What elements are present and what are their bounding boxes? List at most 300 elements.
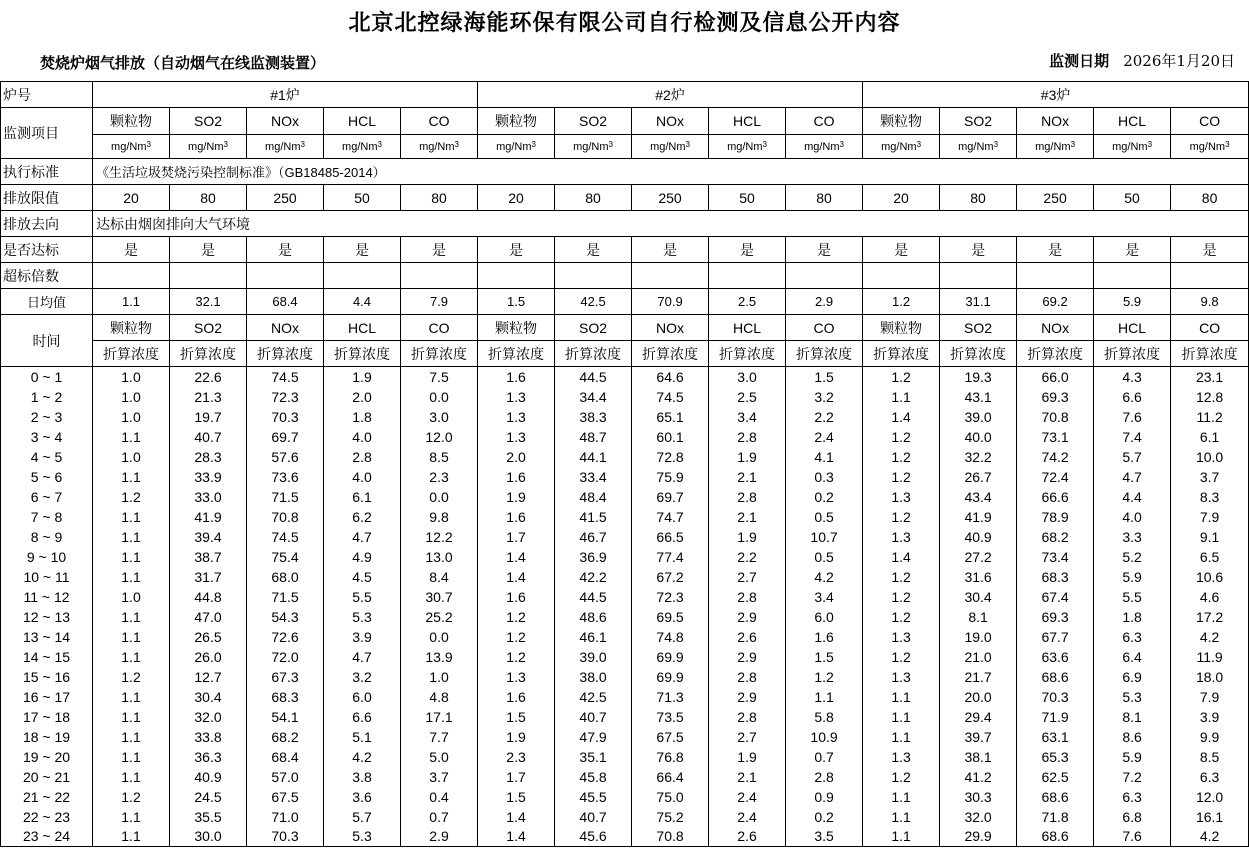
hourly-row xyxy=(1,807,1249,827)
hourly-value: 32.2 xyxy=(940,447,1017,467)
hourly-row xyxy=(1,727,1249,747)
hourly-value: 3.9 xyxy=(324,627,401,647)
date-value: 2026年1月20日 xyxy=(1123,52,1235,70)
hourly-value: 41.2 xyxy=(940,767,1017,787)
daily-avg-value: 68.4 xyxy=(247,289,324,315)
hourly-value: 4.8 xyxy=(401,687,478,707)
hourly-value: 1.3 xyxy=(863,747,940,767)
hourly-value: 4.4 xyxy=(1094,487,1171,507)
hourly-row xyxy=(1,607,1249,627)
calc-label: 折算浓度 xyxy=(1171,341,1249,367)
hourly-value: 44.5 xyxy=(555,587,632,607)
hourly-value: 26.0 xyxy=(170,647,247,667)
hourly-value: 1.1 xyxy=(93,427,170,447)
item-header: NOx xyxy=(247,108,324,135)
hourly-value: 18.0 xyxy=(1171,667,1249,687)
unit-superscript: 3 xyxy=(916,139,922,149)
hourly-value: 17.2 xyxy=(1171,607,1249,627)
unit-superscript: 3 xyxy=(993,139,999,149)
hourly-value: 69.7 xyxy=(632,487,709,507)
exceed-value xyxy=(632,263,709,289)
hourly-value: 38.3 xyxy=(555,407,632,427)
hourly-value: 30.4 xyxy=(940,587,1017,607)
hourly-value: 3.0 xyxy=(401,407,478,427)
hourly-value: 72.8 xyxy=(632,447,709,467)
unit-cell xyxy=(170,135,247,159)
hourly-row xyxy=(1,427,1249,447)
unit-text: mg/Nm xyxy=(1189,140,1226,153)
hourly-value: 69.9 xyxy=(632,647,709,667)
limit-value: 80 xyxy=(170,185,247,211)
unit-cell xyxy=(478,135,555,159)
calc-label: 折算浓度 xyxy=(786,341,863,367)
hourly-value: 1.6 xyxy=(786,627,863,647)
hourly-value: 72.0 xyxy=(247,647,324,667)
hourly-value: 12.8 xyxy=(1171,387,1249,407)
hourly-row xyxy=(1,507,1249,527)
hourly-value: 0.4 xyxy=(401,787,478,807)
limit-value: 20 xyxy=(93,185,170,211)
item-header: HCL xyxy=(1094,108,1171,135)
hourly-value: 7.4 xyxy=(1094,427,1171,447)
hourly-value: 47.9 xyxy=(555,727,632,747)
hourly-value: 34.4 xyxy=(555,387,632,407)
hourly-value: 75.0 xyxy=(632,787,709,807)
daily-avg-value: 42.5 xyxy=(555,289,632,315)
furnace-header-1: #1炉 xyxy=(93,82,478,108)
hourly-value: 68.6 xyxy=(1017,787,1094,807)
hourly-value: 2.9 xyxy=(709,607,786,627)
hourly-value: 74.7 xyxy=(632,507,709,527)
hourly-value: 68.4 xyxy=(247,747,324,767)
hourly-row xyxy=(1,387,1249,407)
hourly-value: 63.1 xyxy=(1017,727,1094,747)
limit-value: 80 xyxy=(1171,185,1249,211)
hourly-value: 40.7 xyxy=(170,427,247,447)
hourly-value: 1.1 xyxy=(93,507,170,527)
hourly-value: 73.1 xyxy=(1017,427,1094,447)
unit-superscript: 3 xyxy=(1225,139,1230,149)
hourly-value: 1.7 xyxy=(478,527,555,547)
hourly-row xyxy=(1,827,1249,847)
hourly-value: 54.3 xyxy=(247,607,324,627)
hourly-value: 70.8 xyxy=(632,827,709,847)
hourly-value: 2.3 xyxy=(478,747,555,767)
item-header: SO2 xyxy=(940,108,1017,135)
hourly-value: 68.6 xyxy=(1017,827,1094,847)
hourly-value: 71.8 xyxy=(1017,807,1094,827)
compliant-row xyxy=(1,237,1249,263)
date-label: 监测日期 xyxy=(1049,52,1110,70)
unit-superscript: 3 xyxy=(223,139,228,149)
item-header: 颗粒物 xyxy=(863,108,940,135)
hour-range: 3 ~ 4 xyxy=(1,427,93,447)
hourly-row xyxy=(1,787,1249,807)
calc-label: 折算浓度 xyxy=(1094,341,1171,367)
hourly-value: 1.5 xyxy=(786,367,863,387)
hourly-value: 68.3 xyxy=(247,687,324,707)
exceed-value xyxy=(1171,263,1249,289)
hourly-value: 1.3 xyxy=(863,487,940,507)
compliant-value: 是 xyxy=(863,237,940,263)
compliant-value: 是 xyxy=(478,237,555,263)
hourly-value: 42.5 xyxy=(555,687,632,707)
direction-row xyxy=(1,211,1249,237)
unit-superscript: 3 xyxy=(300,139,305,149)
hourly-value: 0.9 xyxy=(786,787,863,807)
unit-superscript: 3 xyxy=(839,139,844,149)
hourly-value: 4.2 xyxy=(324,747,401,767)
hourly-row xyxy=(1,647,1249,667)
hourly-value: 3.8 xyxy=(324,767,401,787)
calc-label: 折算浓度 xyxy=(709,341,786,367)
hourly-value: 1.0 xyxy=(93,387,170,407)
item-header: HCL xyxy=(709,108,786,135)
hourly-value: 29.9 xyxy=(940,827,1017,847)
hourly-value: 2.4 xyxy=(709,807,786,827)
hour-range: 21 ~ 22 xyxy=(1,787,93,807)
unit-cell xyxy=(1017,135,1094,159)
unit-text: mg/Nm xyxy=(573,140,609,153)
compliant-value: 是 xyxy=(93,237,170,263)
exceed-value xyxy=(1094,263,1171,289)
page-title: 北京北控绿海能环保有限公司自行检测及信息公开内容 xyxy=(348,10,901,36)
unit-superscript: 3 xyxy=(377,139,382,149)
hourly-value: 2.4 xyxy=(786,427,863,447)
hourly-value: 75.9 xyxy=(632,467,709,487)
compliant-value: 是 xyxy=(1094,237,1171,263)
hourly-value: 9.9 xyxy=(1171,727,1249,747)
hourly-value: 1.1 xyxy=(93,767,170,787)
hourly-value: 11.2 xyxy=(1171,407,1249,427)
hourly-value: 68.2 xyxy=(247,727,324,747)
hourly-value: 3.6 xyxy=(324,787,401,807)
hourly-value: 8.1 xyxy=(1094,707,1171,727)
hourly-value: 68.2 xyxy=(1017,527,1094,547)
hourly-value: 1.4 xyxy=(478,567,555,587)
hourly-value: 7.9 xyxy=(1171,507,1249,527)
unit-text: mg/Nm xyxy=(1112,140,1148,153)
row-label-standard: 执行标准 xyxy=(1,159,93,185)
hourly-value: 6.1 xyxy=(324,487,401,507)
hourly-value: 1.3 xyxy=(478,667,555,687)
hourly-value: 10.0 xyxy=(1171,447,1249,467)
hourly-value: 10.6 xyxy=(1171,567,1249,587)
hourly-value: 67.4 xyxy=(1017,587,1094,607)
hour-range: 18 ~ 19 xyxy=(1,727,93,747)
daily-avg-value: 7.9 xyxy=(401,289,478,315)
hourly-value: 4.0 xyxy=(1094,507,1171,527)
hourly-value: 26.5 xyxy=(170,627,247,647)
hourly-value: 5.7 xyxy=(324,807,401,827)
hour-range: 0 ~ 1 xyxy=(1,367,93,387)
hourly-row xyxy=(1,627,1249,647)
hourly-value: 32.0 xyxy=(170,707,247,727)
time-item-row xyxy=(1,315,1249,341)
hourly-value: 1.2 xyxy=(478,647,555,667)
exceed-value xyxy=(555,263,632,289)
limit-value: 50 xyxy=(324,185,401,211)
hourly-value: 9.1 xyxy=(1171,527,1249,547)
limit-value: 80 xyxy=(786,185,863,211)
hourly-value: 1.1 xyxy=(786,687,863,707)
hourly-value: 30.3 xyxy=(940,787,1017,807)
hourly-value: 1.0 xyxy=(401,667,478,687)
hourly-value: 3.0 xyxy=(709,367,786,387)
hour-range: 5 ~ 6 xyxy=(1,467,93,487)
hourly-value: 19.3 xyxy=(940,367,1017,387)
hourly-value: 41.9 xyxy=(940,507,1017,527)
hourly-value: 8.4 xyxy=(401,567,478,587)
hourly-value: 68.0 xyxy=(247,567,324,587)
hourly-value: 62.5 xyxy=(1017,767,1094,787)
hourly-value: 36.3 xyxy=(170,747,247,767)
hourly-value: 60.1 xyxy=(632,427,709,447)
time-item-header: CO xyxy=(1171,315,1249,341)
hourly-value: 4.6 xyxy=(1171,587,1249,607)
hourly-value: 4.7 xyxy=(1094,467,1171,487)
unit-cell xyxy=(786,135,863,159)
hourly-row xyxy=(1,467,1249,487)
unit-cell xyxy=(247,135,324,159)
hourly-value: 5.2 xyxy=(1094,547,1171,567)
hour-range: 22 ~ 23 xyxy=(1,807,93,827)
hourly-value: 0.0 xyxy=(401,627,478,647)
hourly-value: 2.7 xyxy=(709,727,786,747)
hourly-value: 54.1 xyxy=(247,707,324,727)
unit-text: mg/Nm xyxy=(342,140,378,153)
time-item-header: NOx xyxy=(247,315,324,341)
daily-avg-value: 1.5 xyxy=(478,289,555,315)
hourly-value: 4.3 xyxy=(1094,367,1171,387)
unit-cell xyxy=(401,135,478,159)
item-header: SO2 xyxy=(170,108,247,135)
limit-row xyxy=(1,185,1249,211)
standard-text: 《生活垃圾焚烧污染控制标准》（GB18485-2014） xyxy=(93,159,1249,185)
hourly-value: 1.1 xyxy=(93,467,170,487)
limit-value: 250 xyxy=(632,185,709,211)
hourly-value: 1.1 xyxy=(863,787,940,807)
hourly-value: 74.2 xyxy=(1017,447,1094,467)
item-header: 颗粒物 xyxy=(93,108,170,135)
hourly-value: 2.9 xyxy=(709,647,786,667)
hourly-value: 48.7 xyxy=(555,427,632,447)
compliant-value: 是 xyxy=(324,237,401,263)
unit-text: mg/Nm xyxy=(188,140,224,153)
hourly-value: 1.9 xyxy=(709,527,786,547)
hourly-value: 6.9 xyxy=(1094,667,1171,687)
hourly-value: 5.7 xyxy=(1094,447,1171,467)
hourly-value: 38.1 xyxy=(940,747,1017,767)
hourly-value: 77.4 xyxy=(632,547,709,567)
hourly-value: 3.7 xyxy=(401,767,478,787)
hourly-value: 7.7 xyxy=(401,727,478,747)
hourly-value: 68.3 xyxy=(1017,567,1094,587)
item-header: NOx xyxy=(1017,108,1094,135)
hourly-value: 1.4 xyxy=(863,547,940,567)
hourly-value: 1.5 xyxy=(478,787,555,807)
hourly-value: 2.1 xyxy=(709,767,786,787)
hourly-value: 30.7 xyxy=(401,587,478,607)
hourly-row xyxy=(1,567,1249,587)
hourly-value: 12.0 xyxy=(401,427,478,447)
hourly-value: 6.6 xyxy=(1094,387,1171,407)
hourly-value: 1.5 xyxy=(478,707,555,727)
hourly-value: 3.4 xyxy=(786,587,863,607)
hourly-value: 1.7 xyxy=(478,767,555,787)
hourly-value: 13.0 xyxy=(401,547,478,567)
hourly-value: 45.5 xyxy=(555,787,632,807)
unit-cell xyxy=(1094,135,1171,159)
hourly-value: 46.1 xyxy=(555,627,632,647)
hourly-value: 36.9 xyxy=(555,547,632,567)
hourly-value: 69.7 xyxy=(247,427,324,447)
hourly-value: 1.9 xyxy=(324,367,401,387)
hourly-value: 6.5 xyxy=(1171,547,1249,567)
unit-text: mg/Nm xyxy=(650,140,686,153)
hourly-value: 21.3 xyxy=(170,387,247,407)
time-item-header: CO xyxy=(786,315,863,341)
hourly-value: 10.9 xyxy=(786,727,863,747)
hour-range: 23 ~ 24 xyxy=(1,827,93,847)
row-label-limit: 排放限值 xyxy=(1,185,93,211)
hourly-value: 5.8 xyxy=(786,707,863,727)
unit-text: mg/Nm xyxy=(419,140,455,153)
exceed-value xyxy=(324,263,401,289)
limit-value: 80 xyxy=(555,185,632,211)
daily-avg-value: 2.5 xyxy=(709,289,786,315)
unit-cell xyxy=(709,135,786,159)
item-row xyxy=(1,108,1249,135)
hourly-value: 2.8 xyxy=(709,707,786,727)
hourly-row xyxy=(1,367,1249,387)
exceed-value xyxy=(786,263,863,289)
compliant-value: 是 xyxy=(1171,237,1249,263)
hourly-value: 8.5 xyxy=(1171,747,1249,767)
calc-label: 折算浓度 xyxy=(940,341,1017,367)
hourly-value: 78.9 xyxy=(1017,507,1094,527)
hourly-value: 2.8 xyxy=(709,487,786,507)
hourly-value: 1.4 xyxy=(863,407,940,427)
hourly-value: 0.0 xyxy=(401,387,478,407)
hourly-value: 5.0 xyxy=(401,747,478,767)
hourly-value: 74.5 xyxy=(247,527,324,547)
monitoring-date xyxy=(1049,50,1235,71)
hourly-value: 74.8 xyxy=(632,627,709,647)
hourly-value: 4.0 xyxy=(324,467,401,487)
hourly-value: 39.7 xyxy=(940,727,1017,747)
row-label-direction: 排放去向 xyxy=(1,211,93,237)
hourly-value: 20.0 xyxy=(940,687,1017,707)
hourly-value: 0.2 xyxy=(786,487,863,507)
exceed-value xyxy=(863,263,940,289)
hour-range: 20 ~ 21 xyxy=(1,767,93,787)
hourly-value: 1.3 xyxy=(478,427,555,447)
calc-label: 折算浓度 xyxy=(632,341,709,367)
calc-label: 折算浓度 xyxy=(555,341,632,367)
hourly-row xyxy=(1,687,1249,707)
unit-cell xyxy=(324,135,401,159)
hourly-value: 43.1 xyxy=(940,387,1017,407)
hourly-value: 1.9 xyxy=(709,747,786,767)
unit-cell xyxy=(863,135,940,159)
unit-text: mg/Nm xyxy=(265,140,301,153)
hourly-value: 0.7 xyxy=(401,807,478,827)
unit-cell xyxy=(93,135,170,159)
hourly-value: 74.5 xyxy=(247,367,324,387)
hourly-value: 1.4 xyxy=(478,807,555,827)
hourly-value: 2.6 xyxy=(709,827,786,847)
hourly-row xyxy=(1,707,1249,727)
hourly-row xyxy=(1,767,1249,787)
hourly-value: 21.0 xyxy=(940,647,1017,667)
hourly-value: 12.2 xyxy=(401,527,478,547)
hourly-value: 40.9 xyxy=(940,527,1017,547)
unit-cell xyxy=(1171,135,1249,159)
hourly-value: 6.8 xyxy=(1094,807,1171,827)
hourly-row xyxy=(1,447,1249,467)
hourly-value: 1.6 xyxy=(478,367,555,387)
hourly-value: 1.1 xyxy=(93,727,170,747)
hourly-value: 13.9 xyxy=(401,647,478,667)
unit-text: mg/Nm xyxy=(881,140,917,153)
hourly-value: 12.7 xyxy=(170,667,247,687)
hourly-value: 44.8 xyxy=(170,587,247,607)
hourly-value: 69.3 xyxy=(1017,387,1094,407)
hour-range: 7 ~ 8 xyxy=(1,507,93,527)
hourly-value: 2.6 xyxy=(709,627,786,647)
hourly-value: 0.5 xyxy=(786,507,863,527)
limit-value: 50 xyxy=(1094,185,1171,211)
hourly-value: 65.3 xyxy=(1017,747,1094,767)
daily-avg-value: 31.1 xyxy=(940,289,1017,315)
furnace-header-3: #3炉 xyxy=(863,82,1249,108)
hourly-value: 1.0 xyxy=(93,407,170,427)
exceed-value xyxy=(478,263,555,289)
item-header: SO2 xyxy=(555,108,632,135)
exceed-value xyxy=(940,263,1017,289)
hourly-value: 1.6 xyxy=(478,507,555,527)
hourly-value: 7.6 xyxy=(1094,827,1171,847)
hourly-value: 45.8 xyxy=(555,767,632,787)
hourly-value: 1.1 xyxy=(93,827,170,847)
calc-label: 折算浓度 xyxy=(324,341,401,367)
hourly-value: 65.1 xyxy=(632,407,709,427)
hourly-value: 3.5 xyxy=(786,827,863,847)
unit-cell xyxy=(632,135,709,159)
hourly-value: 0.7 xyxy=(786,747,863,767)
hourly-value: 25.2 xyxy=(401,607,478,627)
hourly-value: 1.1 xyxy=(93,527,170,547)
hourly-value: 1.2 xyxy=(863,647,940,667)
item-header: CO xyxy=(401,108,478,135)
hourly-value: 6.1 xyxy=(1171,427,1249,447)
hourly-value: 30.0 xyxy=(170,827,247,847)
unit-superscript: 3 xyxy=(146,139,151,149)
calc-label: 折算浓度 xyxy=(93,341,170,367)
hourly-value: 63.6 xyxy=(1017,647,1094,667)
hourly-value: 1.0 xyxy=(93,367,170,387)
unit-text: mg/Nm xyxy=(496,140,532,153)
hourly-value: 1.6 xyxy=(478,467,555,487)
time-item-header: HCL xyxy=(1094,315,1171,341)
hourly-value: 2.8 xyxy=(709,587,786,607)
hourly-value: 48.6 xyxy=(555,607,632,627)
hourly-value: 68.6 xyxy=(1017,667,1094,687)
hourly-value: 71.9 xyxy=(1017,707,1094,727)
hourly-value: 33.0 xyxy=(170,487,247,507)
time-item-header: SO2 xyxy=(170,315,247,341)
